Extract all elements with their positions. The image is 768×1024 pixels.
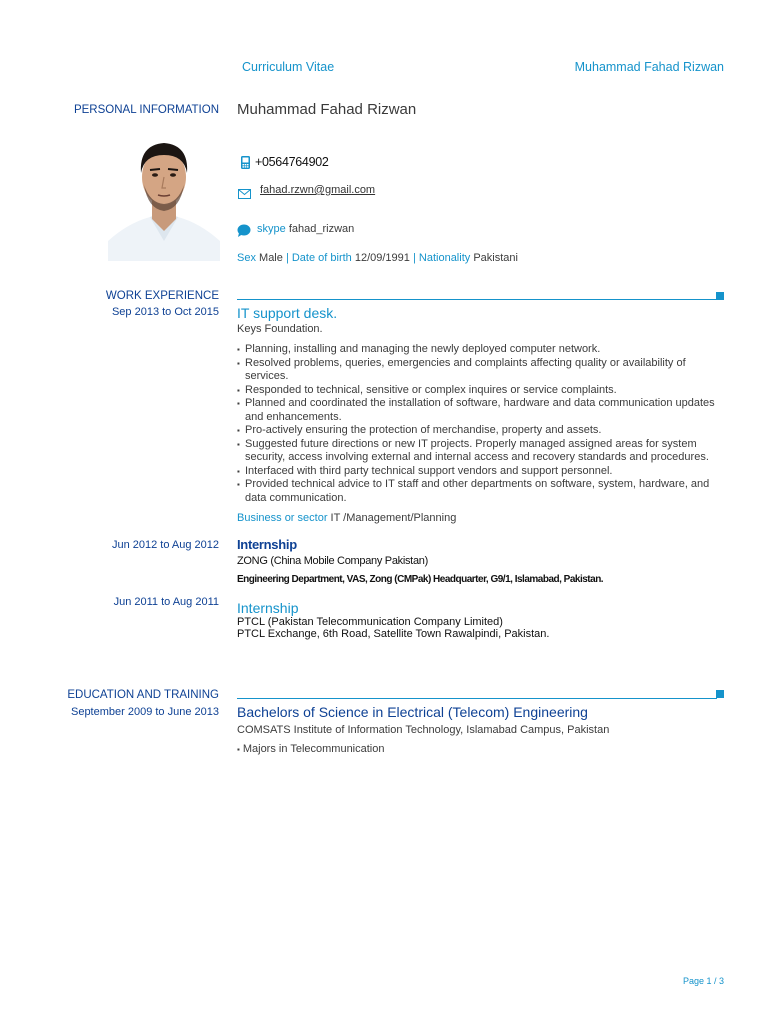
job-2-employer: ZONG (China Mobile Company Pakistan) [237,555,428,567]
list-item: ▪ Pro-actively ensuring the protection of merchandise, property and assets. [237,424,727,438]
list-item: ▪ Planning, installing and managing the newly deployed computer network. [237,343,727,357]
personal-details-line [237,252,518,264]
list-item: ▪ Interfaced with third party technical support vendors and support personnel. [237,465,727,479]
list-item: ▪ Suggested future directions or new IT projects. Properly managed assigned areas for system security, access involving external and internal access and recovery standards and procedures. [237,438,727,465]
portrait-illustration [108,133,220,261]
skype-label: skype [257,223,286,235]
speech-bubble-icon [237,224,251,242]
email-link[interactable]: fahad.rzwn@gmail.com [260,184,376,196]
page-number: Page 1 / 3 [682,976,724,986]
phone-number[interactable]: +0564764902 [255,155,329,169]
skype-id[interactable]: fahad_rizwan [288,223,355,235]
section-divider [237,299,717,300]
list-item: ▪ Responded to technical, sensitive or complex inquires or service complaints. [237,384,727,398]
job-1-duties [237,343,727,505]
envelope-icon [238,186,251,204]
job-1-title: IT support desk. [237,305,338,321]
job-1-employer: Keys Foundation. [237,323,323,335]
education-dates: September 2009 to June 2013 [70,706,219,718]
degree-title: Bachelors of Science in Electrical (Telecom) Engineering [237,704,588,720]
personal-info-label: PERSONAL INFORMATION [73,104,219,116]
list-item: ▪ Planned and coordinated the installation of software, hardware and data communication updates and enhancements. [237,397,727,424]
job-2-dates: Jun 2012 to Aug 2012 [111,539,219,551]
section-divider-marker [716,690,724,698]
dob-label: Date of birth [291,252,352,264]
phone-icon [240,156,251,174]
majors-text: Majors in Telecommunication [242,743,385,755]
full-name: Muhammad Fahad Rizwan [237,101,417,118]
job-2-address: Engineering Department, VAS, Zong (CMPak) Headquarter, G9/1, Islamabad, Pakistan. [237,574,604,585]
separator: | [285,252,289,264]
job-2-title: Internship [237,537,297,552]
education-label: EDUCATION AND TRAINING [67,689,219,701]
header-name: Muhammad Fahad Rizwan [574,60,724,74]
separator: | [412,252,416,264]
sex-value: Male [259,252,283,264]
profile-photo [108,133,220,261]
list-item: ▪ Resolved problems, queries, emergencies and complaints affecting quality or availability of services. [237,357,727,384]
section-divider-marker [716,292,724,300]
majors-item [237,743,384,755]
job-1-dates: Sep 2013 to Oct 2015 [111,306,219,318]
sector-value: IT /Management/Planning [330,512,457,524]
job-3-title: Internship [237,600,299,616]
nationality-value: Pakistani [473,252,518,264]
sector-label: Business or sector [237,512,328,524]
job-3-address: PTCL Exchange, 6th Road, Satellite Town Rawalpindi, Pakistan. [237,628,550,640]
job-3-employer: PTCL (Pakistan Telecommunication Company Limited) [237,616,503,628]
list-item: ▪ Provided technical advice to IT staff and other departments on software, system, hardware, and data communication. [237,478,727,505]
job-3-dates: Jun 2011 to Aug 2011 [113,596,219,608]
job-1-sector [237,512,456,524]
sex-label: Sex [237,252,256,264]
section-divider [237,698,717,699]
institute-name: COMSATS Institute of Information Technology, Islamabad Campus, Pakistan [237,724,610,736]
doc-title: Curriculum Vitae [242,60,335,74]
work-experience-label: WORK EXPERIENCE [105,290,219,302]
nationality-label: Nationality [418,252,471,264]
bullet: ▪ [237,745,240,754]
dob-value: 12/09/1991 [354,252,410,264]
